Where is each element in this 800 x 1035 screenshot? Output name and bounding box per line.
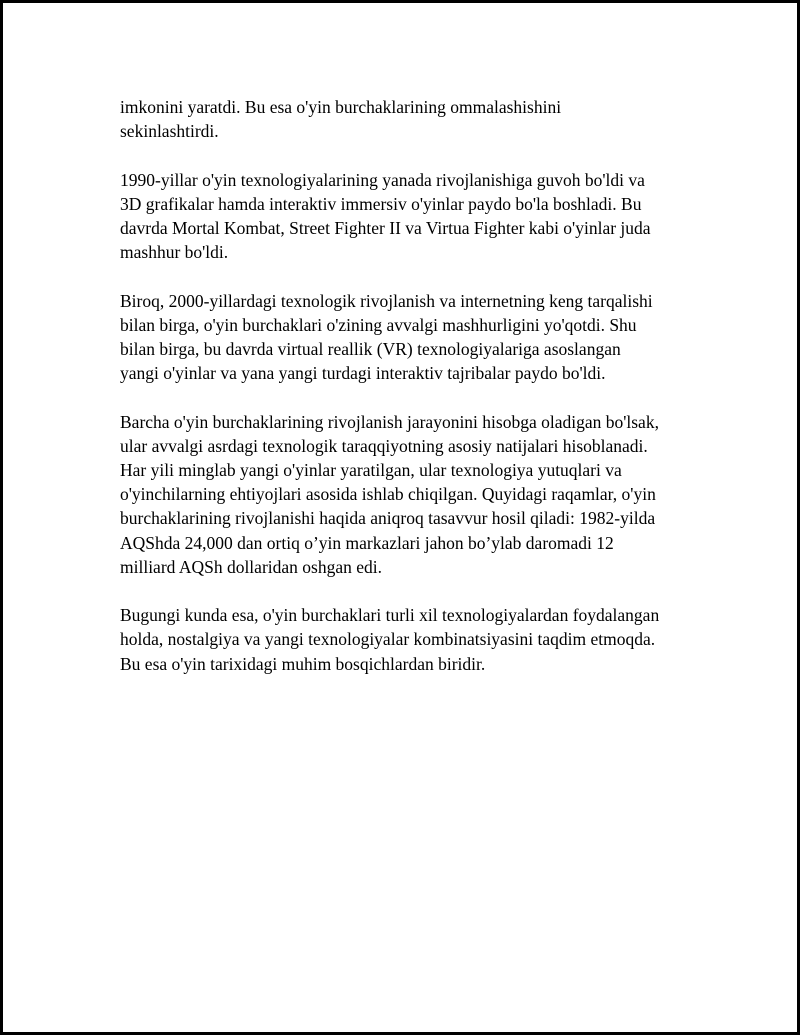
text-line: AQShda 24,000 dan ortiq o’yin markazlari jahon bo’ylab daromadi 12: [120, 532, 614, 553]
paragraph-4: [120, 410, 700, 579]
text-line: yangi o'yinlar va yana yangi turdagi interaktiv tajribalar paydo bo'ldi.: [120, 363, 606, 384]
document-body: [120, 95, 700, 700]
text-line: 3D grafikalar hamda interaktiv immersiv o'yinlar paydo bo'la boshladi. Bu: [120, 193, 642, 214]
text-line: imkonini yaratdi. Bu esa o'yin burchaklarining ommalashishini: [120, 97, 562, 117]
text-line: ular avvalgi asrdagi texnologik taraqqiyotning asosiy natijalari hisoblanadi.: [120, 435, 648, 456]
paragraph-2: [120, 168, 700, 265]
text-line: Biroq, 2000-yillardagi texnologik rivojlanish va internetning keng tarqalishi: [120, 290, 653, 311]
text-line: bilan birga, o'yin burchaklari o'zining avvalgi mashhurligini yo'qotdi. Shu: [120, 314, 637, 335]
text-line: bilan birga, bu davrda virtual reallik (VR) texnologiyalariga asoslangan: [120, 339, 621, 359]
paragraph-5: [120, 603, 700, 676]
text-line: mashhur bo'ldi.: [120, 242, 229, 263]
text-line: sekinlashtirdi.: [120, 121, 219, 142]
paragraph-3: [120, 289, 700, 386]
text-line: Bu esa o'yin tarixidagi muhim bosqichlardan biridir.: [120, 653, 486, 674]
text-line: 1990-yillar o'yin texnologiyalarining yanada rivojlanishiga guvoh bo'ldi va: [120, 169, 645, 190]
text-line: milliard AQSh dollaridan oshgan edi.: [120, 556, 382, 577]
paragraph-1: [120, 95, 700, 143]
text-line: Har yili minglab yangi o'yinlar yaratilgan, ular texnologiya yutuqlari va: [120, 460, 622, 480]
text-line: Barcha o'yin burchaklarining rivojlanish jarayonini hisobga oladigan bo'lsak,: [120, 411, 659, 432]
text-line: burchaklarining rivojlanishi haqida aniqroq tasavvur hosil qiladi: 1982-yilda: [120, 508, 656, 529]
text-line: davrda Mortal Kombat, Street Fighter II va Virtua Fighter kabi o'yinlar juda: [120, 218, 651, 238]
text-line: holda, nostalgiya va yangi texnologiyalar kombinatsiyasini taqdim etmoqda.: [120, 629, 656, 650]
text-line: o'yinchilarning ehtiyojlari asosida ishlab chiqilgan. Quyidagi raqamlar, o'yin: [120, 484, 656, 505]
text-line: Bugungi kunda esa, o'yin burchaklari turli xil texnologiyalardan foydalangan: [120, 605, 660, 626]
